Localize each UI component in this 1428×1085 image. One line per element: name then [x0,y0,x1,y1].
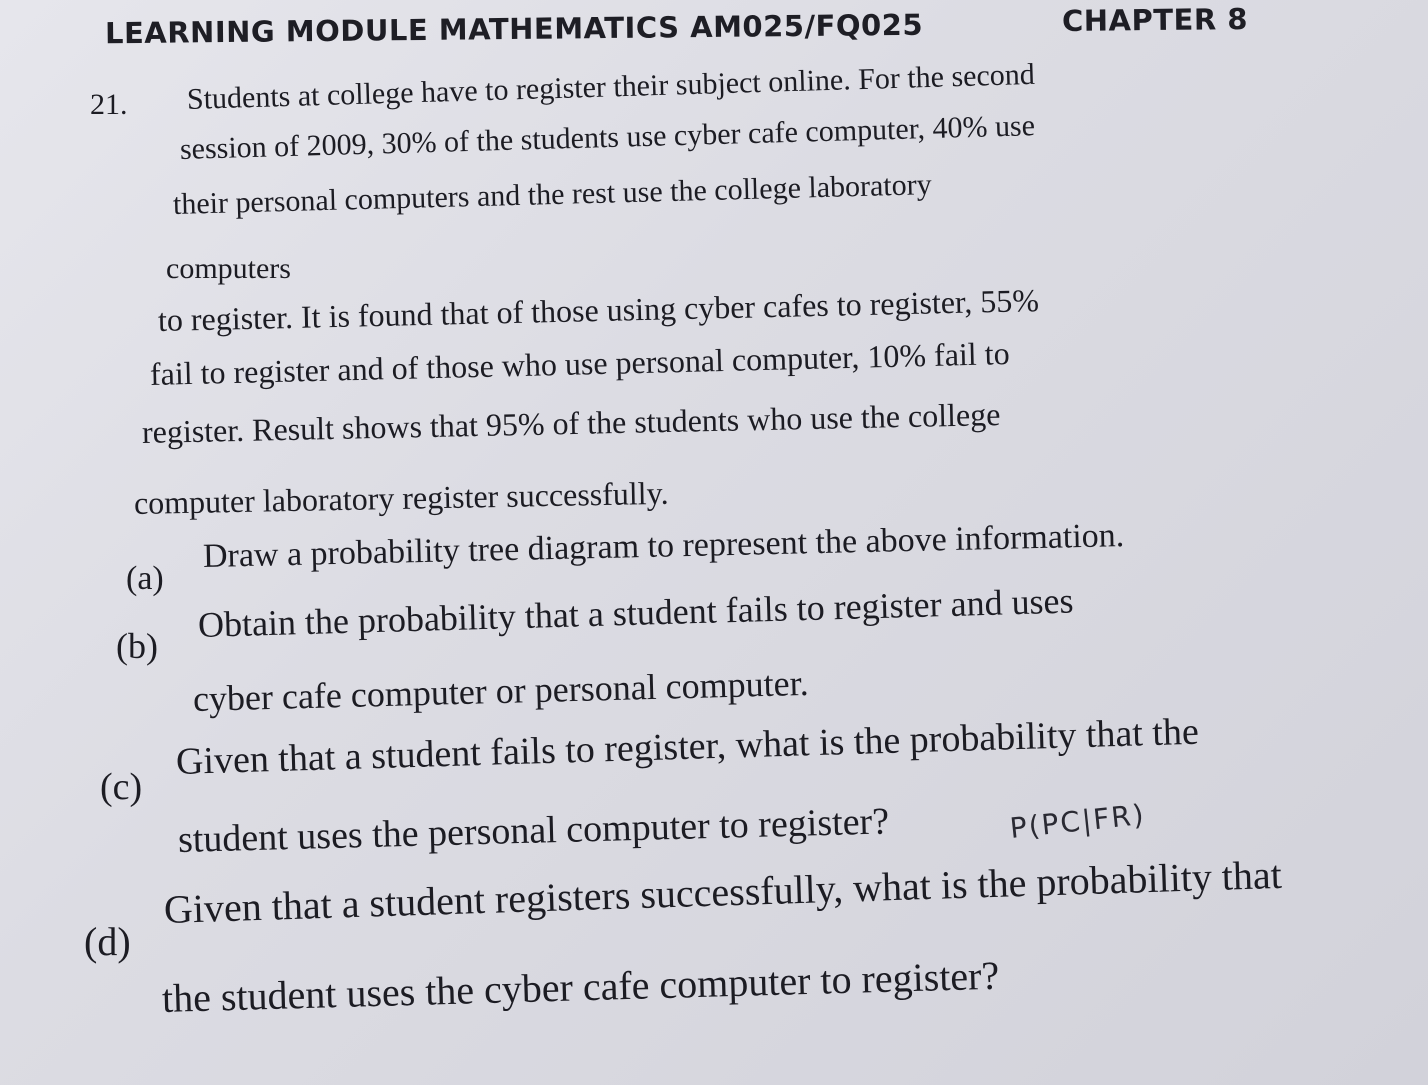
question-line: computers [166,252,291,285]
part-d-line: the student uses the cyber cafe computer to register? [161,952,1000,1021]
question-line: their personal computers and the rest use the college laboratory [172,168,933,221]
question-line: register. Result shows that 95% of the students who use the college [141,396,1001,450]
question-number: 21. [90,88,128,121]
part-d-label: (d) [84,919,131,964]
question-line: fail to register and of those who use personal computer, 10% fail to [149,334,1010,392]
part-c-label: (c) [100,766,143,808]
question-line: session of 2009, 30% of the students use cyber cafe computer, 40% use [179,109,1036,166]
chapter-title: CHAPTER 8 [1061,2,1249,38]
question-line: to register. It is found that of those using cyber cafes to register, 55% [157,282,1040,338]
part-b-line: cyber cafe computer or personal computer. [192,662,810,719]
part-a-label: (a) [126,560,164,597]
part-c-line: Given that a student fails to register, what is the probability that the [175,710,1200,783]
part-b-label: (b) [116,626,158,666]
part-a-line: Draw a probability tree diagram to represent the above information. [202,517,1125,575]
question-line: Students at college have to register their subject online. For the second [186,57,1036,116]
handwritten-note: P(PC|FR) [1008,797,1148,845]
question-line: computer laboratory register successfully. [133,474,669,521]
part-c-line: student uses the personal computer to register? [177,800,890,861]
part-d-line: Given that a student registers successfully, what is the probability that [163,851,1283,932]
part-b-line: Obtain the probability that a student fails to register and uses [197,580,1075,645]
module-title: LEARNING MODULE MATHEMATICS AM025/FQ025 [104,7,924,51]
